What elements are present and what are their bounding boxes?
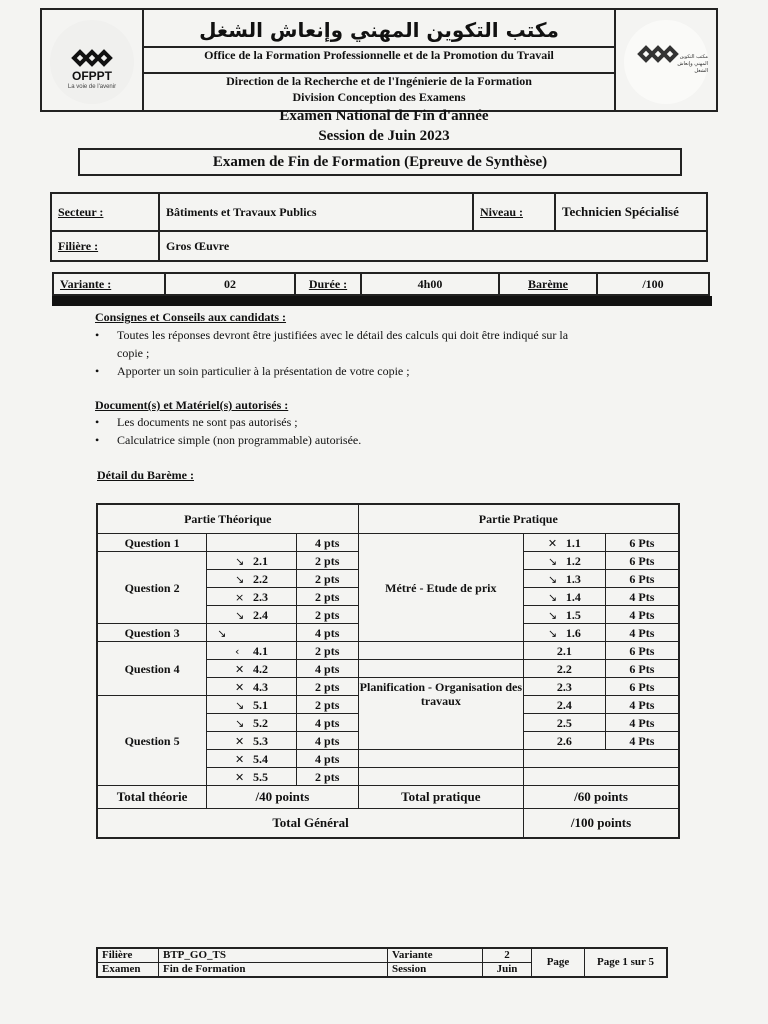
planif-num: 2.3 — [524, 678, 606, 696]
table-row: ✕ 5.5 — [207, 768, 297, 786]
arabic-title: مكتب التكوين المهني وإنعاش الشغل — [142, 14, 616, 48]
footer-filiere-value: BTP_GO_TS — [159, 948, 388, 963]
points-cell: 4 pts — [296, 660, 358, 678]
footer-page-label: Page — [532, 948, 585, 977]
question-3-points: 4 pts — [296, 624, 358, 642]
question-2-label: Question 2 — [97, 552, 207, 624]
footer-session-label: Session — [388, 963, 483, 978]
points-cell: 2 pts — [296, 588, 358, 606]
bullet-icon: • — [95, 415, 100, 429]
cross-mark-icon: ✕ — [235, 770, 245, 784]
niveau-label: Niveau : — [480, 204, 523, 219]
points-cell: 6 Pts — [605, 642, 679, 660]
footer-examen-label: Examen — [97, 963, 159, 978]
ofppt-logo-right — [624, 20, 708, 104]
bullet-icon: • — [95, 328, 100, 342]
table-row: ↘ 1.4 — [524, 588, 606, 606]
points-cell: 4 Pts — [605, 624, 679, 642]
total-pratique-label: Total pratique — [358, 786, 523, 809]
total-general-value: /100 points — [524, 809, 679, 839]
logo-left-cell — [42, 10, 144, 110]
filiere-label: Filière : — [58, 238, 99, 253]
logo-text: OFPPT — [71, 69, 112, 83]
planif-num: 2.1 — [524, 642, 606, 660]
bareme-title: Détail du Barème : — [97, 468, 194, 482]
check-mark-icon: ↘ — [547, 590, 558, 604]
total-theorie-label: Total théorie — [97, 786, 207, 809]
check-mark-icon: ↘ — [547, 626, 558, 640]
check-mark-icon: ↘ — [547, 608, 558, 622]
secteur-value: Bâtiments et Travaux Publics — [159, 193, 473, 231]
check-mark-icon: ‹ — [235, 644, 240, 658]
check-mark-icon: ↘ — [235, 716, 245, 730]
points-cell: 6 Pts — [605, 678, 679, 696]
table-row: ↘ 2.4 — [207, 606, 297, 624]
points-cell: 4 pts — [296, 750, 358, 768]
footer-table — [96, 947, 668, 978]
check-mark-icon: ↘ — [235, 608, 245, 622]
logo-arabic-text: مكتب التكوين المهني وإنعاش الشغل — [677, 54, 708, 74]
session-title: Session de Juin 2023 — [318, 128, 450, 144]
footer-session-value: Juin — [483, 963, 532, 978]
footer-page-value: Page 1 sur 5 — [585, 948, 668, 977]
organization-name: Office de la Formation Professionnelle et de la Promotion du Travail — [142, 48, 616, 74]
points-cell: 6 Pts — [605, 552, 679, 570]
header-center — [142, 10, 616, 110]
table-row: ↘ 1.3 — [524, 570, 606, 588]
ofppt-logo-icon — [50, 20, 134, 70]
divider-bar — [52, 296, 712, 306]
points-cell: 4 pts — [296, 714, 358, 732]
exam-type-box: Examen de Fin de Formation (Epreuve de Synthèse) — [78, 148, 682, 176]
variante-row — [52, 272, 710, 296]
check-mark-icon: ↘ — [235, 572, 245, 586]
consigne-item: • Apporter un soin particulier à la présentation de votre copie ; — [95, 364, 410, 378]
table-row: × 2.3 — [207, 588, 297, 606]
table-row: ✕ 4.3 — [207, 678, 297, 696]
check-mark-icon: ↘ — [217, 626, 227, 640]
points-cell: 2 pts — [296, 570, 358, 588]
footer-variante-label: Variante — [388, 948, 483, 963]
footer-variante-value: 2 — [483, 948, 532, 963]
documents-title: Document(s) et Matériel(s) autorisés : — [95, 398, 289, 412]
planif-num: 2.6 — [524, 732, 606, 750]
division-line: Division Conception des Examens — [292, 90, 466, 104]
table-row: ‹ 4.1 — [207, 642, 297, 660]
logo-right-cell — [614, 10, 716, 110]
variante-label: Variante : — [60, 276, 112, 291]
filiere-value: Gros Œuvre — [159, 231, 707, 261]
table-row: ✕ 4.2 — [207, 660, 297, 678]
bareme-value: /100 — [642, 276, 664, 291]
bareme-label: Barème — [528, 276, 568, 291]
logo-subtext: La voie de l'avenir — [67, 84, 117, 90]
points-cell: 6 Pts — [605, 660, 679, 678]
table-row: ↘ 5.2 — [207, 714, 297, 732]
planif-num: 2.2 — [524, 660, 606, 678]
table-row: ✕ 1.1 — [524, 534, 606, 552]
table-row: ↘ 1.5 — [524, 606, 606, 624]
question-5-label: Question 5 — [97, 696, 207, 786]
points-cell: 4 pts — [296, 732, 358, 750]
consignes-title: Consignes et Conseils aux candidats : — [95, 310, 287, 324]
points-cell: 4 Pts — [605, 606, 679, 624]
header-box — [40, 8, 718, 112]
planif-num: 2.5 — [524, 714, 606, 732]
consigne-item-cont: copie ; — [117, 346, 150, 360]
points-cell: 2 pts — [296, 768, 358, 786]
info-table — [50, 192, 708, 262]
points-cell: 6 Pts — [605, 570, 679, 588]
table-row: ↘ 1.2 — [524, 552, 606, 570]
direction-line: Direction de la Recherche et de l'Ingénierie de la Formation — [226, 74, 532, 88]
cross-mark-icon: ✕ — [235, 680, 245, 694]
check-mark-icon: ↘ — [547, 572, 558, 586]
table-row: ↘ 5.1 — [207, 696, 297, 714]
total-theorie-value: /40 points — [207, 786, 358, 809]
pratique-header: Partie Pratique — [358, 504, 679, 534]
document-item: • Calculatrice simple (non programmable) autorisée. — [95, 433, 362, 447]
theorique-header: Partie Théorique — [97, 504, 358, 534]
question-3-label: Question 3 — [97, 624, 207, 642]
metre-points: 6 Pts — [605, 534, 679, 552]
check-mark-icon: ↘ — [235, 698, 245, 712]
table-row: ✕ 5.4 — [207, 750, 297, 768]
points-cell: 2 pts — [296, 642, 358, 660]
planif-num: 2.4 — [524, 696, 606, 714]
niveau-value: Technicien Spécialisé — [555, 193, 707, 231]
ofppt-logo-left — [50, 20, 134, 104]
points-cell: 2 pts — [296, 606, 358, 624]
cross-mark-icon: ✕ — [235, 662, 245, 676]
table-row: ✕ 5.3 — [207, 732, 297, 750]
exam-title: Examen National de Fin d'année — [279, 108, 489, 124]
points-cell: 4 Pts — [605, 696, 679, 714]
check-mark-icon: ✕ — [547, 536, 558, 550]
question-1-points: 4 pts — [296, 534, 358, 552]
metre-label: Métré - Etude de prix — [358, 534, 523, 642]
variante-value: 02 — [165, 273, 295, 295]
points-cell: 2 pts — [296, 678, 358, 696]
total-pratique-value: /60 points — [524, 786, 679, 809]
cross-mark-icon: × — [235, 590, 245, 604]
table-row: ↘ 1.6 — [524, 624, 606, 642]
question-1-label: Question 1 — [97, 534, 207, 552]
table-row: ↘ 2.2 — [207, 570, 297, 588]
footer-examen-value: Fin de Formation — [159, 963, 388, 978]
points-cell: 4 Pts — [605, 588, 679, 606]
points-cell: 4 Pts — [605, 732, 679, 750]
points-cell: 2 pts — [296, 552, 358, 570]
duree-value: 4h00 — [361, 273, 499, 295]
table-row: ↘ 2.1 — [207, 552, 297, 570]
cross-mark-icon: ✕ — [235, 752, 245, 766]
secteur-label: Secteur : — [58, 204, 104, 219]
planif-label: Planification - Organisation des travaux — [358, 678, 523, 750]
cross-mark-icon: ✕ — [235, 734, 245, 748]
bullet-icon: • — [95, 364, 100, 378]
check-mark-icon: ↘ — [547, 554, 558, 568]
bullet-icon: • — [95, 433, 100, 447]
total-general-label: Total Général — [97, 809, 524, 839]
question-4-label: Question 4 — [97, 642, 207, 696]
check-mark-icon: ↘ — [235, 554, 245, 568]
duree-label: Durée : — [308, 276, 348, 291]
footer-filiere-label: Filière — [97, 948, 159, 963]
bareme-table — [96, 503, 680, 839]
consigne-item: • Toutes les réponses devront être justifiées avec le détail des calculs qui doit être indiqué sur la — [95, 328, 569, 342]
points-cell: 2 pts — [296, 696, 358, 714]
document-item: • Les documents ne sont pas autorisés ; — [95, 415, 298, 429]
points-cell: 4 Pts — [605, 714, 679, 732]
